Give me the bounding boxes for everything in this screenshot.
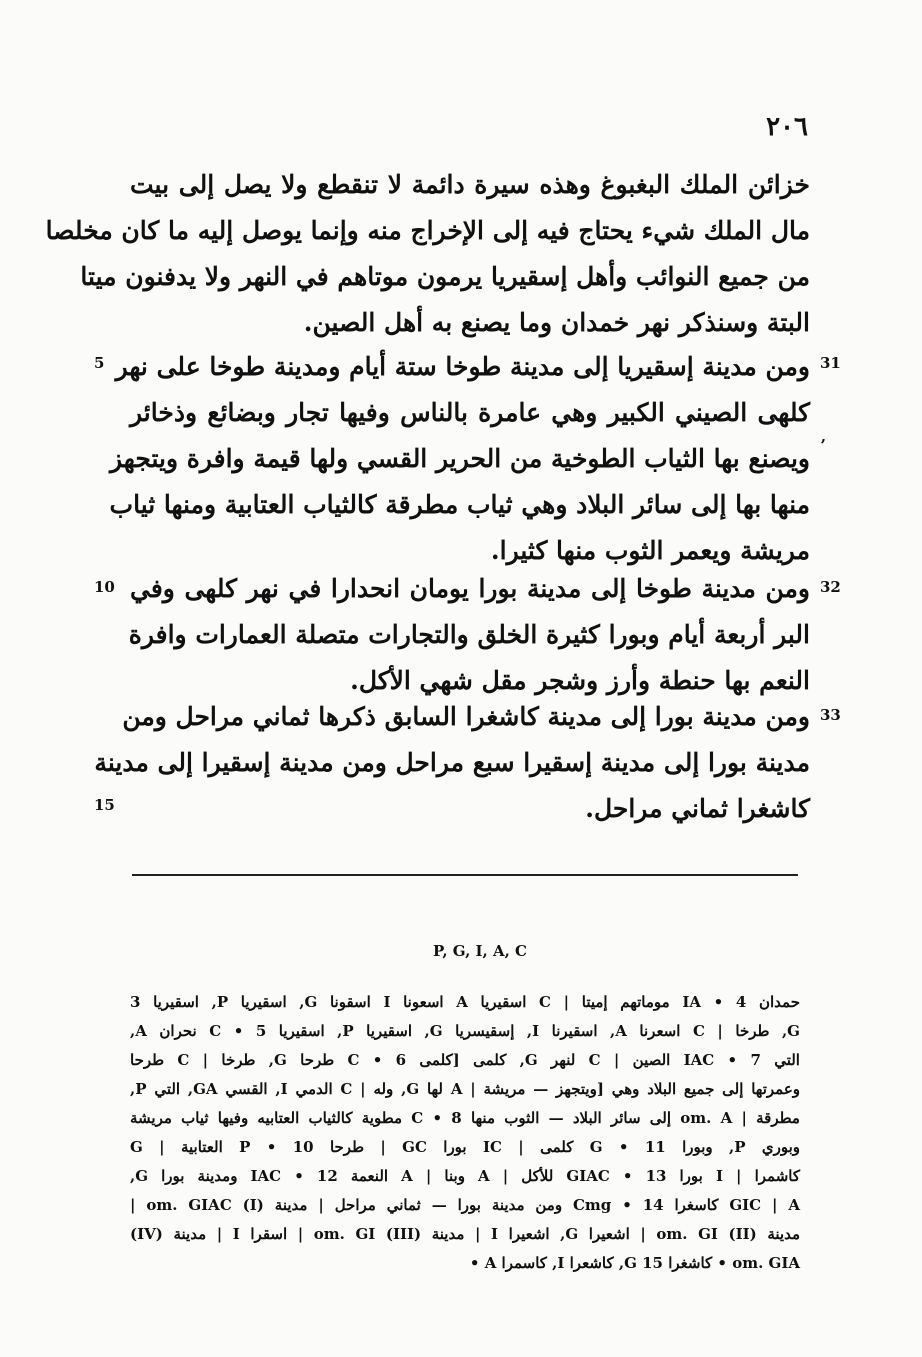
text-line: البر أربعة أيام وبورا كثيرة الخلق والتجارات متصلة العمارات وافرة: [128, 620, 810, 649]
apparatus-line: كاشمرا | I بورا 13 • GIAC للأكل | A وبنا | A النعمة 12 • IAC ومدينة بورا G,: [130, 1167, 800, 1185]
paragraph-number: 33: [820, 706, 841, 724]
footnote-divider: [132, 874, 798, 876]
apparatus-line: مدينة (II) om. GI | اشعيرا G, اشعيرا I | مدينة (III) om. GI | اسقرا I | مدينة (IV): [130, 1225, 800, 1243]
text-line: من جميع النوائب وأهل إسقيريا يرمون موتاهم في النهر ولا يدفنون ميتا: [80, 262, 810, 291]
text-line: منها بها إلى سائر البلاد وهي ثياب مطرقة كالثياب العتابية ومنها ثياب: [109, 490, 810, 519]
text-line: ومن مدينة إسقيريا إلى مدينة طوخا ستة أيام ومدينة طوخا على نهر: [115, 352, 810, 381]
apparatus-line: التي 7 • IAC الصين | C لنهر G, كلمى [كلمى 6 • C طرحا G, طرخا | C طرحا: [130, 1051, 800, 1069]
page-number: ٢٠٦: [766, 112, 808, 142]
text-line: كلهى الصيني الكبير وهي عامرة بالناس وفيها تجار وبضائع وذخائر: [130, 398, 810, 427]
apparatus-line: وعمرتها إلى جميع البلاد وهي [ويتجهز — مريشة | A لها G, وله | C الدمي I, القسي GA, التي P,: [130, 1080, 801, 1098]
line-number: 10: [94, 578, 115, 596]
apparatus-line: مطرقة | om. A إلى سائر البلاد — الثوب منها 8 • C مطوية كالثياب العتابيه وفيها ثياب مريشة: [130, 1109, 800, 1127]
apparatus-line: GIC | A كاسغرا 14 • Cmg ومن مدينة بورا — ثماني مراحل | مدينة (I) om. GIAC |: [130, 1196, 800, 1214]
apparatus-line: حمدان 4 • IA موماتهم إميتا | C اسقيريا A اسعونا I اسقونا G, اسقيريا P, اسقيريا 3: [130, 993, 800, 1011]
paragraph-31: [109, 344, 810, 574]
text-line: مال الملك شيء يحتاج فيه إلى الإخراج منه وإنما يوصل إليه ما كان مخلصا: [45, 216, 810, 245]
text-line: خزائن الملك البغبوغ وهذه سيرة دائمة لا تنقطع ولا يصل إلى بيت: [130, 170, 810, 199]
manuscript-sigla: P, G, I, A, C: [433, 942, 527, 960]
text-line: كاشغرا ثماني مراحل.: [585, 794, 810, 823]
apparatus-line: وبوري P, وبورا 11 • G كلمى | IC بورا GC | طرحا 10 • P العتابية | G: [130, 1138, 801, 1156]
critical-apparatus: [130, 988, 800, 1278]
paragraph-32: [130, 566, 810, 704]
text-line: النعم بها حنطة وأرز وشجر مقل شهي الأكل.: [350, 666, 810, 695]
text-line: ويصنع بها الثياب الطوخية من الحرير القسي ولها قيمة وافرة ويتجهز: [110, 444, 810, 473]
paragraph-number: 31: [820, 354, 841, 372]
text-line: مريشة ويعمر الثوب منها كثيرا.: [490, 536, 810, 565]
text-line: مدينة بورا إلى مدينة إسقيرا سبع مراحل ومن مدينة إسقيرا إلى مدينة: [94, 748, 810, 777]
apparatus-line: om. GIA • كاشغرا 15 G, كاشعرا I, كاسمرا A •: [469, 1254, 800, 1272]
margin-mark: ʼ: [820, 436, 826, 455]
text-line: ومن مدينة طوخا إلى مدينة بورا يومان انحدارا في نهر كلهى وفي: [130, 574, 810, 603]
line-number: 5: [94, 354, 105, 372]
paragraph-continuation: [45, 162, 810, 346]
apparatus-line: G, طرخا | C اسعرنا A, اسقيرنا I, إسقيسريا G, اسقيريا P, اسقيريا 5 • C نحران A,: [130, 1022, 800, 1040]
text-line: البتة وسنذكر نهر خمدان وما يصنع به أهل الصين.: [303, 308, 810, 337]
paragraph-number: 32: [820, 578, 841, 596]
text-line: ومن مدينة بورا إلى مدينة كاشغرا السابق ذكرها ثماني مراحل ومن: [122, 702, 810, 731]
line-number: 15: [94, 796, 115, 814]
